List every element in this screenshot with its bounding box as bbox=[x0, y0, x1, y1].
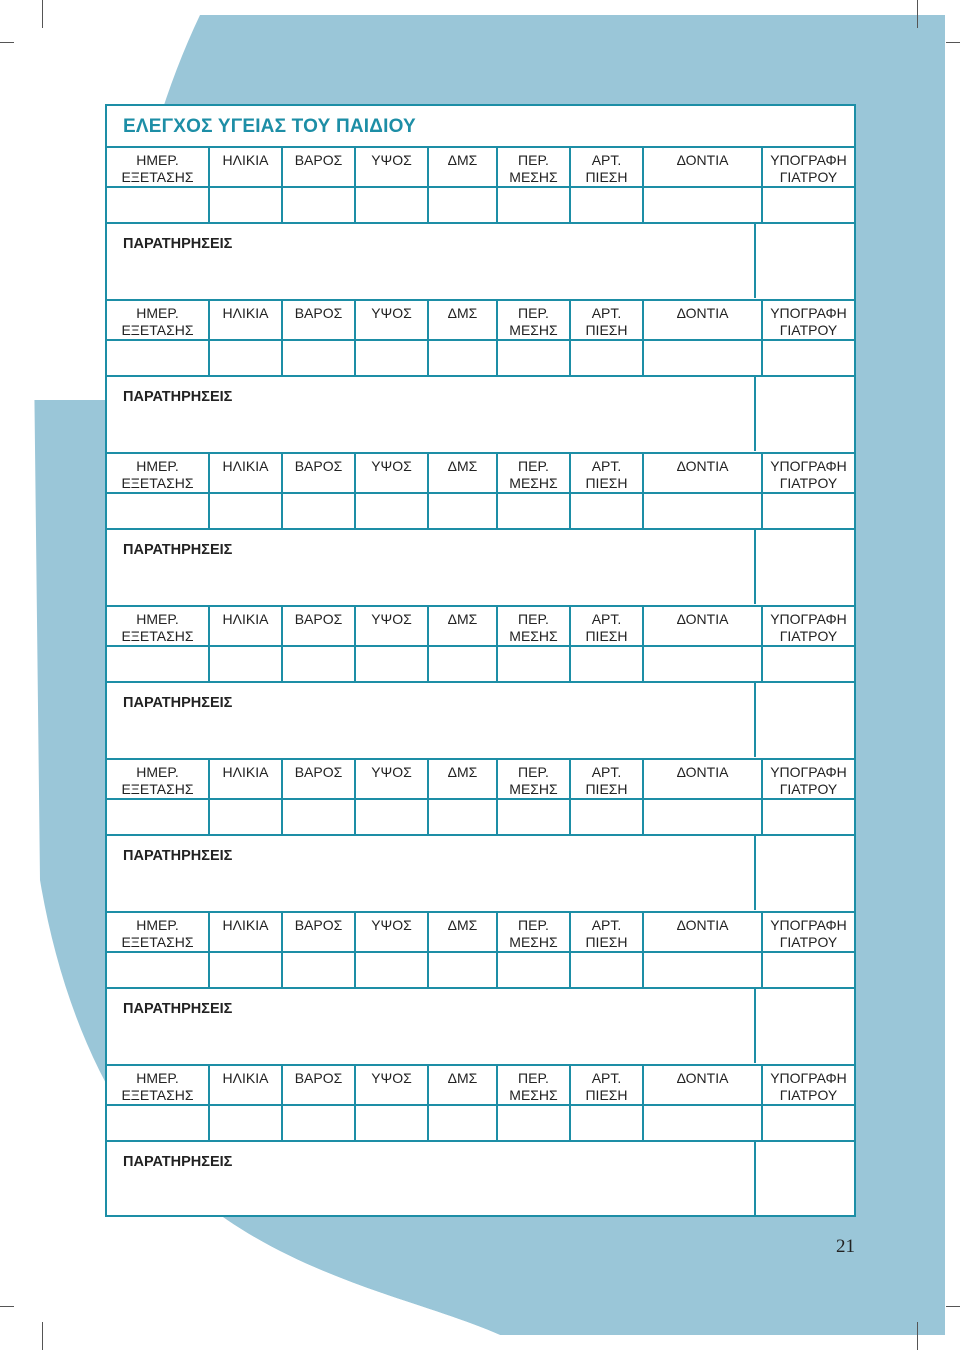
column-header-line: ΔΟΝΤΙΑ bbox=[676, 764, 729, 780]
column-header bbox=[571, 607, 644, 645]
column-header bbox=[283, 1066, 356, 1104]
column-header bbox=[429, 607, 498, 645]
entry-field-height[interactable] bbox=[356, 188, 429, 222]
column-header bbox=[107, 607, 210, 645]
column-header bbox=[763, 607, 854, 645]
column-header-line: ΓΙΑΤΡΟΥ bbox=[779, 1087, 838, 1103]
entry-field-teeth[interactable] bbox=[644, 188, 763, 222]
column-header bbox=[210, 607, 283, 645]
entry-field-waist[interactable] bbox=[498, 1106, 571, 1140]
column-header bbox=[763, 913, 854, 951]
entry-field-waist[interactable] bbox=[498, 800, 571, 834]
column-header bbox=[356, 1066, 429, 1104]
entry-field-signature[interactable] bbox=[763, 953, 854, 987]
entry-field-weight[interactable] bbox=[283, 800, 356, 834]
column-header bbox=[571, 1066, 644, 1104]
notes-label: ΠΑΡΑΤΗΡΗΣΕΙΣ bbox=[123, 389, 233, 405]
entry-field-height[interactable] bbox=[356, 1106, 429, 1140]
column-header bbox=[498, 148, 571, 186]
column-header-line: ΗΜΕΡ. bbox=[136, 152, 179, 168]
column-header bbox=[763, 454, 854, 492]
column-header bbox=[283, 760, 356, 798]
entry-field-exam-date[interactable] bbox=[107, 494, 210, 528]
column-header-line: ΠΕΡ. bbox=[518, 611, 549, 627]
entry-field-blood-pressure[interactable] bbox=[571, 341, 644, 375]
column-header bbox=[429, 454, 498, 492]
column-header-line: ΑΡΤ. bbox=[591, 764, 622, 780]
column-header-line: ΔΟΝΤΙΑ bbox=[676, 1070, 729, 1086]
column-header-line: ΥΠΟΓΡΑΦΗ bbox=[770, 458, 847, 474]
entry-field-bmi[interactable] bbox=[429, 800, 498, 834]
entry-field-bmi[interactable] bbox=[429, 341, 498, 375]
crop-mark bbox=[42, 0, 43, 28]
entry-field-bmi[interactable] bbox=[429, 494, 498, 528]
column-header-line: ΒΑΡΟΣ bbox=[294, 458, 343, 474]
column-header-line: ΓΙΑΤΡΟΥ bbox=[779, 934, 838, 950]
column-header-line: ΠΕΡ. bbox=[518, 1070, 549, 1086]
entry-row bbox=[107, 798, 854, 836]
entry-field-bmi[interactable] bbox=[429, 647, 498, 681]
column-header-line: ΜΕΣΗΣ bbox=[509, 169, 558, 185]
entry-field-exam-date[interactable] bbox=[107, 800, 210, 834]
column-header-line: ΒΑΡΟΣ bbox=[294, 1070, 343, 1086]
entry-field-waist[interactable] bbox=[498, 341, 571, 375]
notes-field[interactable] bbox=[107, 989, 756, 1063]
entry-field-signature[interactable] bbox=[763, 341, 854, 375]
column-header-line: ΗΜΕΡ. bbox=[136, 1070, 179, 1086]
column-header-line: ΓΙΑΤΡΟΥ bbox=[779, 322, 838, 338]
notes-field[interactable] bbox=[107, 224, 756, 298]
column-header-line: ΗΛΙΚΙΑ bbox=[222, 611, 269, 627]
entry-field-age[interactable] bbox=[210, 800, 283, 834]
form-title: ΕΛΕΓΧΟΣ ΥΓΕΙΑΣ ΤΟΥ ΠΑΙΔΙΟΥ bbox=[123, 116, 416, 137]
column-header-line: ΕΞΕΤΑΣΗΣ bbox=[121, 781, 194, 797]
column-header bbox=[498, 913, 571, 951]
entry-field-age[interactable] bbox=[210, 494, 283, 528]
column-header-line: ΠΙΕΣΗ bbox=[585, 475, 628, 491]
column-header-line: ΓΙΑΤΡΟΥ bbox=[779, 781, 838, 797]
entry-field-height[interactable] bbox=[356, 800, 429, 834]
entry-field-signature[interactable] bbox=[763, 494, 854, 528]
column-header-line: ΔΜΣ bbox=[447, 1070, 478, 1086]
column-header-line: ΕΞΕΤΑΣΗΣ bbox=[121, 475, 194, 491]
column-header-line: ΗΛΙΚΙΑ bbox=[222, 458, 269, 474]
column-header-line: ΥΠΟΓΡΑΦΗ bbox=[770, 917, 847, 933]
column-header-row bbox=[107, 1064, 854, 1104]
entry-field-weight[interactable] bbox=[283, 341, 356, 375]
column-header bbox=[498, 301, 571, 339]
entry-field-height[interactable] bbox=[356, 953, 429, 987]
column-header-line: ΗΜΕΡ. bbox=[136, 917, 179, 933]
column-header bbox=[429, 148, 498, 186]
column-header bbox=[107, 148, 210, 186]
column-header-line: ΠΙΕΣΗ bbox=[585, 169, 628, 185]
entry-row bbox=[107, 339, 854, 377]
column-header bbox=[644, 607, 763, 645]
entry-field-exam-date[interactable] bbox=[107, 188, 210, 222]
entry-field-waist[interactable] bbox=[498, 647, 571, 681]
entry-field-exam-date[interactable] bbox=[107, 647, 210, 681]
column-header-line: ΔΜΣ bbox=[447, 458, 478, 474]
entry-field-blood-pressure[interactable] bbox=[571, 1106, 644, 1140]
notes-label: ΠΑΡΑΤΗΡΗΣΕΙΣ bbox=[123, 236, 233, 252]
column-header bbox=[283, 454, 356, 492]
column-header-line: ΓΙΑΤΡΟΥ bbox=[779, 169, 838, 185]
entry-field-age[interactable] bbox=[210, 953, 283, 987]
column-header-line: ΔΜΣ bbox=[447, 152, 478, 168]
column-header bbox=[498, 760, 571, 798]
exam-block bbox=[107, 299, 854, 451]
column-header bbox=[283, 607, 356, 645]
column-header bbox=[356, 607, 429, 645]
column-header bbox=[763, 148, 854, 186]
column-header bbox=[498, 607, 571, 645]
column-header bbox=[429, 1066, 498, 1104]
column-header-line: ΔΟΝΤΙΑ bbox=[676, 152, 729, 168]
column-header bbox=[356, 760, 429, 798]
column-header-line: ΠΙΕΣΗ bbox=[585, 934, 628, 950]
column-header bbox=[107, 454, 210, 492]
column-header-line: ΠΕΡ. bbox=[518, 305, 549, 321]
column-header-line: ΥΨΟΣ bbox=[371, 917, 412, 933]
column-header-line: ΗΛΙΚΙΑ bbox=[222, 764, 269, 780]
column-header-line: ΥΠΟΓΡΑΦΗ bbox=[770, 764, 847, 780]
column-header-line: ΒΑΡΟΣ bbox=[294, 764, 343, 780]
column-header-line: ΠΙΕΣΗ bbox=[585, 1087, 628, 1103]
column-header bbox=[763, 760, 854, 798]
column-header-line: ΗΜΕΡ. bbox=[136, 458, 179, 474]
entry-field-exam-date[interactable] bbox=[107, 341, 210, 375]
column-header bbox=[283, 913, 356, 951]
notes-field[interactable] bbox=[107, 683, 756, 757]
health-check-form bbox=[105, 104, 856, 1217]
column-header-line: ΑΡΤ. bbox=[591, 611, 622, 627]
column-header-line: ΜΕΣΗΣ bbox=[509, 1087, 558, 1103]
column-header bbox=[210, 913, 283, 951]
column-header-line: ΥΠΟΓΡΑΦΗ bbox=[770, 1070, 847, 1086]
column-header-line: ΗΜΕΡ. bbox=[136, 305, 179, 321]
column-header-line: ΥΠΟΓΡΑΦΗ bbox=[770, 152, 847, 168]
entry-field-blood-pressure[interactable] bbox=[571, 188, 644, 222]
entry-field-age[interactable] bbox=[210, 647, 283, 681]
entry-field-age[interactable] bbox=[210, 341, 283, 375]
column-header-line: ΔΟΝΤΙΑ bbox=[676, 917, 729, 933]
notes-label: ΠΑΡΑΤΗΡΗΣΕΙΣ bbox=[123, 695, 233, 711]
column-header-line: ΓΙΑΤΡΟΥ bbox=[779, 475, 838, 491]
column-header-line: ΑΡΤ. bbox=[591, 917, 622, 933]
column-header-line: ΔΜΣ bbox=[447, 611, 478, 627]
column-header-line: ΠΙΕΣΗ bbox=[585, 628, 628, 644]
column-header bbox=[644, 148, 763, 186]
column-header-line: ΗΛΙΚΙΑ bbox=[222, 305, 269, 321]
column-header-line: ΠΙΕΣΗ bbox=[585, 322, 628, 338]
entry-row bbox=[107, 951, 854, 989]
column-header-line: ΑΡΤ. bbox=[591, 1070, 622, 1086]
column-header-line: ΜΕΣΗΣ bbox=[509, 934, 558, 950]
column-header bbox=[356, 913, 429, 951]
column-header-line: ΠΕΡ. bbox=[518, 764, 549, 780]
column-header-line: ΗΜΕΡ. bbox=[136, 764, 179, 780]
column-header bbox=[571, 454, 644, 492]
column-header-line: ΔΜΣ bbox=[447, 917, 478, 933]
column-header-line: ΜΕΣΗΣ bbox=[509, 628, 558, 644]
entry-field-weight[interactable] bbox=[283, 1106, 356, 1140]
notes-label: ΠΑΡΑΤΗΡΗΣΕΙΣ bbox=[123, 1154, 233, 1170]
entry-field-teeth[interactable] bbox=[644, 341, 763, 375]
column-header-line: ΑΡΤ. bbox=[591, 458, 622, 474]
entry-field-waist[interactable] bbox=[498, 188, 571, 222]
column-header bbox=[210, 1066, 283, 1104]
column-header-line: ΕΞΕΤΑΣΗΣ bbox=[121, 628, 194, 644]
column-header-row bbox=[107, 758, 854, 798]
crop-mark bbox=[917, 1322, 918, 1350]
entry-field-exam-date[interactable] bbox=[107, 1106, 210, 1140]
column-header bbox=[283, 148, 356, 186]
column-header bbox=[429, 301, 498, 339]
notes-label: ΠΑΡΑΤΗΡΗΣΕΙΣ bbox=[123, 542, 233, 558]
column-header-line: ΔΟΝΤΙΑ bbox=[676, 305, 729, 321]
column-header-line: ΕΞΕΤΑΣΗΣ bbox=[121, 322, 194, 338]
column-header-row bbox=[107, 605, 854, 645]
entry-field-signature[interactable] bbox=[763, 188, 854, 222]
entry-field-blood-pressure[interactable] bbox=[571, 953, 644, 987]
column-header bbox=[571, 760, 644, 798]
column-header-line: ΔΜΣ bbox=[447, 305, 478, 321]
entry-field-teeth[interactable] bbox=[644, 494, 763, 528]
exam-block bbox=[107, 452, 854, 604]
page-number: 21 bbox=[836, 1236, 855, 1257]
column-header-row bbox=[107, 146, 854, 186]
entry-row bbox=[107, 492, 854, 530]
column-header-line: ΔΟΝΤΙΑ bbox=[676, 458, 729, 474]
entry-field-weight[interactable] bbox=[283, 494, 356, 528]
column-header-line: ΗΛΙΚΙΑ bbox=[222, 917, 269, 933]
column-header-row bbox=[107, 452, 854, 492]
crop-mark bbox=[946, 1306, 960, 1307]
column-header-line: ΥΨΟΣ bbox=[371, 458, 412, 474]
column-header bbox=[356, 148, 429, 186]
entry-field-blood-pressure[interactable] bbox=[571, 800, 644, 834]
column-header-line: ΔΟΝΤΙΑ bbox=[676, 611, 729, 627]
column-header bbox=[498, 454, 571, 492]
column-header-line: ΠΕΡ. bbox=[518, 458, 549, 474]
entry-field-exam-date[interactable] bbox=[107, 953, 210, 987]
exam-block bbox=[107, 1064, 854, 1216]
column-header bbox=[763, 301, 854, 339]
entry-row bbox=[107, 186, 854, 224]
column-header-line: ΜΕΣΗΣ bbox=[509, 475, 558, 491]
column-header-row bbox=[107, 299, 854, 339]
column-header bbox=[210, 301, 283, 339]
column-header bbox=[210, 148, 283, 186]
notes-label: ΠΑΡΑΤΗΡΗΣΕΙΣ bbox=[123, 1001, 233, 1017]
column-header-line: ΜΕΣΗΣ bbox=[509, 781, 558, 797]
exam-block bbox=[107, 911, 854, 1063]
column-header bbox=[107, 913, 210, 951]
exam-block bbox=[107, 146, 854, 298]
column-header-line: ΒΑΡΟΣ bbox=[294, 305, 343, 321]
column-header-line: ΜΕΣΗΣ bbox=[509, 322, 558, 338]
entry-field-signature[interactable] bbox=[763, 800, 854, 834]
entry-field-signature[interactable] bbox=[763, 1106, 854, 1140]
column-header bbox=[356, 454, 429, 492]
entry-field-weight[interactable] bbox=[283, 188, 356, 222]
entry-field-blood-pressure[interactable] bbox=[571, 647, 644, 681]
column-header-line: ΗΛΙΚΙΑ bbox=[222, 152, 269, 168]
column-header-line: ΒΑΡΟΣ bbox=[294, 917, 343, 933]
crop-mark bbox=[946, 42, 960, 43]
column-header-line: ΕΞΕΤΑΣΗΣ bbox=[121, 1087, 194, 1103]
column-header bbox=[571, 148, 644, 186]
column-header-line: ΥΠΟΓΡΑΦΗ bbox=[770, 305, 847, 321]
column-header-line: ΒΑΡΟΣ bbox=[294, 152, 343, 168]
crop-mark bbox=[0, 1306, 14, 1307]
column-header bbox=[210, 760, 283, 798]
entry-field-waist[interactable] bbox=[498, 494, 571, 528]
column-header-line: ΥΨΟΣ bbox=[371, 764, 412, 780]
column-header-line: ΗΛΙΚΙΑ bbox=[222, 1070, 269, 1086]
column-header-line: ΔΜΣ bbox=[447, 764, 478, 780]
column-header-line: ΥΨΟΣ bbox=[371, 611, 412, 627]
entry-field-bmi[interactable] bbox=[429, 953, 498, 987]
entry-field-age[interactable] bbox=[210, 188, 283, 222]
entry-row bbox=[107, 1104, 854, 1142]
column-header bbox=[107, 1066, 210, 1104]
notes-field[interactable] bbox=[107, 836, 756, 910]
entry-field-weight[interactable] bbox=[283, 953, 356, 987]
column-header bbox=[763, 1066, 854, 1104]
column-header bbox=[571, 301, 644, 339]
entry-field-teeth[interactable] bbox=[644, 800, 763, 834]
column-header bbox=[644, 760, 763, 798]
column-header bbox=[356, 301, 429, 339]
column-header bbox=[498, 1066, 571, 1104]
column-header-line: ΑΡΤ. bbox=[591, 305, 622, 321]
entry-field-age[interactable] bbox=[210, 1106, 283, 1140]
column-header-line: ΠΕΡ. bbox=[518, 152, 549, 168]
column-header bbox=[107, 301, 210, 339]
column-header-line: ΥΨΟΣ bbox=[371, 1070, 412, 1086]
column-header-line: ΥΨΟΣ bbox=[371, 305, 412, 321]
crop-mark bbox=[42, 1322, 43, 1350]
entry-field-teeth[interactable] bbox=[644, 953, 763, 987]
crop-mark bbox=[917, 0, 918, 28]
entry-field-blood-pressure[interactable] bbox=[571, 494, 644, 528]
exam-block bbox=[107, 758, 854, 910]
column-header bbox=[644, 913, 763, 951]
entry-field-bmi[interactable] bbox=[429, 1106, 498, 1140]
column-header-line: ΕΞΕΤΑΣΗΣ bbox=[121, 934, 194, 950]
column-header-row bbox=[107, 911, 854, 951]
notes-label: ΠΑΡΑΤΗΡΗΣΕΙΣ bbox=[123, 848, 233, 864]
entry-field-height[interactable] bbox=[356, 494, 429, 528]
column-header-line: ΠΙΕΣΗ bbox=[585, 781, 628, 797]
column-header-line: ΠΕΡ. bbox=[518, 917, 549, 933]
entry-field-height[interactable] bbox=[356, 647, 429, 681]
column-header bbox=[571, 913, 644, 951]
entry-field-signature[interactable] bbox=[763, 647, 854, 681]
column-header bbox=[107, 760, 210, 798]
column-header-line: ΓΙΑΤΡΟΥ bbox=[779, 628, 838, 644]
column-header-line: ΕΞΕΤΑΣΗΣ bbox=[121, 169, 194, 185]
column-header-line: ΥΨΟΣ bbox=[371, 152, 412, 168]
column-header bbox=[644, 301, 763, 339]
notes-field[interactable] bbox=[107, 377, 756, 451]
column-header-line: ΗΜΕΡ. bbox=[136, 611, 179, 627]
notes-field[interactable] bbox=[107, 1142, 756, 1216]
column-header bbox=[429, 913, 498, 951]
crop-mark bbox=[0, 42, 14, 43]
column-header-line: ΥΠΟΓΡΑΦΗ bbox=[770, 611, 847, 627]
notes-field[interactable] bbox=[107, 530, 756, 604]
exam-block bbox=[107, 605, 854, 757]
column-header-line: ΑΡΤ. bbox=[591, 152, 622, 168]
column-header-line: ΒΑΡΟΣ bbox=[294, 611, 343, 627]
entry-field-height[interactable] bbox=[356, 341, 429, 375]
column-header bbox=[283, 301, 356, 339]
column-header bbox=[429, 760, 498, 798]
entry-field-bmi[interactable] bbox=[429, 188, 498, 222]
entry-field-waist[interactable] bbox=[498, 953, 571, 987]
column-header bbox=[210, 454, 283, 492]
entry-field-weight[interactable] bbox=[283, 647, 356, 681]
column-header bbox=[644, 454, 763, 492]
entry-field-teeth[interactable] bbox=[644, 647, 763, 681]
entry-field-teeth[interactable] bbox=[644, 1106, 763, 1140]
entry-row bbox=[107, 645, 854, 683]
column-header bbox=[644, 1066, 763, 1104]
